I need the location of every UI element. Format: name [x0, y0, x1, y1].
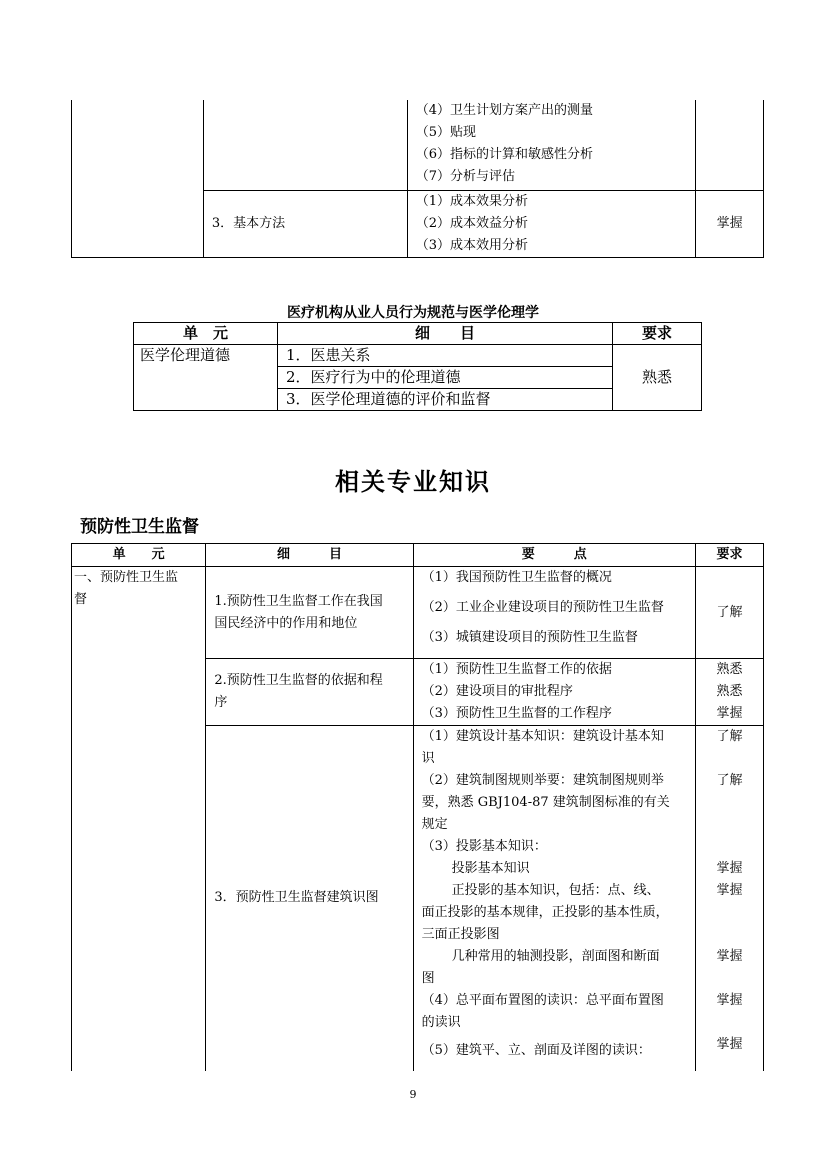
- req-line: 了解: [716, 773, 743, 788]
- point-line: （2）建设项目的审批程序: [421, 684, 573, 699]
- detail-line: 国民经济中的作用和地位: [214, 615, 358, 631]
- req-line: 熟悉: [716, 684, 743, 699]
- header-detail: 细 目: [278, 323, 613, 345]
- detail-line: 1.预防性卫生监督工作在我国: [214, 593, 383, 609]
- points-cell: [407, 190, 696, 257]
- unit-cell: 医学伦理道德: [134, 345, 278, 411]
- detail-cell: 3．医学伦理道德的评价和监督: [278, 389, 613, 411]
- detail-cell: 3．基本方法: [203, 190, 407, 257]
- points-cell: [413, 659, 695, 726]
- req-cell: [696, 100, 764, 190]
- point-line: （1）建筑设计基本知识：建筑设计基本知: [421, 729, 664, 744]
- detail-line: 2.预防性卫生监督的依据和程: [214, 673, 383, 688]
- point-line: 识: [421, 751, 435, 766]
- points-cell: [413, 726, 695, 1071]
- ethics-title: 医疗机构从业人员行为规范与医学伦理学: [287, 305, 539, 321]
- header-detail: 细 目: [206, 544, 413, 567]
- detail-line: 序: [214, 695, 228, 710]
- page-number: 9: [409, 1088, 417, 1101]
- point-line: （7）分析与评估: [415, 169, 515, 184]
- detail-cell: [206, 567, 413, 659]
- points-cell: [407, 100, 696, 190]
- point-line: （2）工业企业建设项目的预防性卫生监督: [421, 600, 664, 615]
- point-line: 规定: [421, 817, 448, 832]
- point-line: （3）成本效用分析: [415, 237, 528, 253]
- unit-cell: [72, 100, 204, 257]
- point-line: 图: [421, 971, 435, 986]
- cost-analysis-table: [71, 100, 764, 258]
- unit-cell: [72, 567, 206, 1071]
- point-line: （3）投影基本知识：: [421, 839, 547, 854]
- req-line: 掌握: [716, 949, 743, 964]
- header-unit: 单 元: [72, 544, 206, 567]
- point-line: 面正投影的基本规律，正投影的基本性质，: [421, 905, 669, 920]
- req-cell: [695, 726, 763, 1071]
- point-line: （2）成本效益分析: [415, 215, 528, 231]
- detail-cell: [203, 100, 407, 190]
- header-unit: 单 元: [134, 323, 278, 345]
- req-line: 掌握: [716, 706, 743, 721]
- req-line: 掌握: [716, 993, 743, 1008]
- point-line: （4）总平面布置图的读识：总平面布置图: [421, 993, 664, 1008]
- req-line: 掌握: [716, 1037, 743, 1052]
- req-cell: 了解: [695, 567, 763, 659]
- point-line: （1）我国预防性卫生监督的概况: [421, 570, 612, 585]
- detail-cell: [206, 659, 413, 726]
- req-cell: 掌握: [696, 190, 764, 257]
- detail-cell: 2．医疗行为中的伦理道德: [278, 367, 613, 389]
- header-req: 要求: [613, 323, 702, 345]
- req-line: 掌握: [716, 861, 743, 876]
- req-cell: 熟悉: [613, 345, 702, 411]
- req-line: 熟悉: [716, 662, 743, 677]
- point-line: （3）城镇建设项目的预防性卫生监督: [421, 630, 638, 645]
- req-line: 了解: [716, 729, 743, 744]
- point-line: 三面正投影图: [421, 927, 500, 942]
- point-line: （3）预防性卫生监督的工作程序: [421, 706, 612, 721]
- ethics-table: [133, 322, 702, 411]
- section-title: 预防性卫生监督: [80, 517, 199, 537]
- unit-line: 一、预防性卫生监: [74, 570, 179, 585]
- point-line: （1）预防性卫生监督工作的依据: [421, 662, 612, 677]
- header-points: 要 点: [413, 544, 695, 567]
- point-line: （5）贴现: [415, 125, 476, 140]
- point-line: （6）指标的计算和敏感性分析: [415, 147, 593, 162]
- point-line: （4）卫生计划方案产出的测量: [415, 103, 593, 118]
- point-line: （2）建筑制图规则举要：建筑制图规则举: [421, 773, 664, 788]
- point-line: 投影基本知识: [451, 861, 530, 876]
- detail-cell: 1．医患关系: [278, 345, 613, 367]
- unit-line: 督: [74, 592, 88, 607]
- detail-cell: 3．预防性卫生监督建筑识图: [206, 726, 413, 1071]
- req-cell: [695, 659, 763, 726]
- points-cell: [413, 567, 695, 659]
- point-line: 几种常用的轴测投影，剖面图和断面: [451, 949, 660, 964]
- req-line: 掌握: [716, 883, 743, 898]
- main-title: 相关专业知识: [335, 467, 491, 496]
- point-line: 的读识: [421, 1015, 461, 1030]
- point-line: 正投影的基本知识，包括：点、线、: [451, 883, 660, 898]
- header-req: 要求: [695, 544, 763, 567]
- point-line: 要，熟悉 GBJ104-87 建筑制图标准的有关: [421, 795, 670, 810]
- preventive-supervision-table: [71, 543, 764, 1071]
- point-line: （1）成本效果分析: [415, 193, 528, 209]
- point-line: （5）建筑平、立、剖面及详图的读识：: [421, 1043, 651, 1058]
